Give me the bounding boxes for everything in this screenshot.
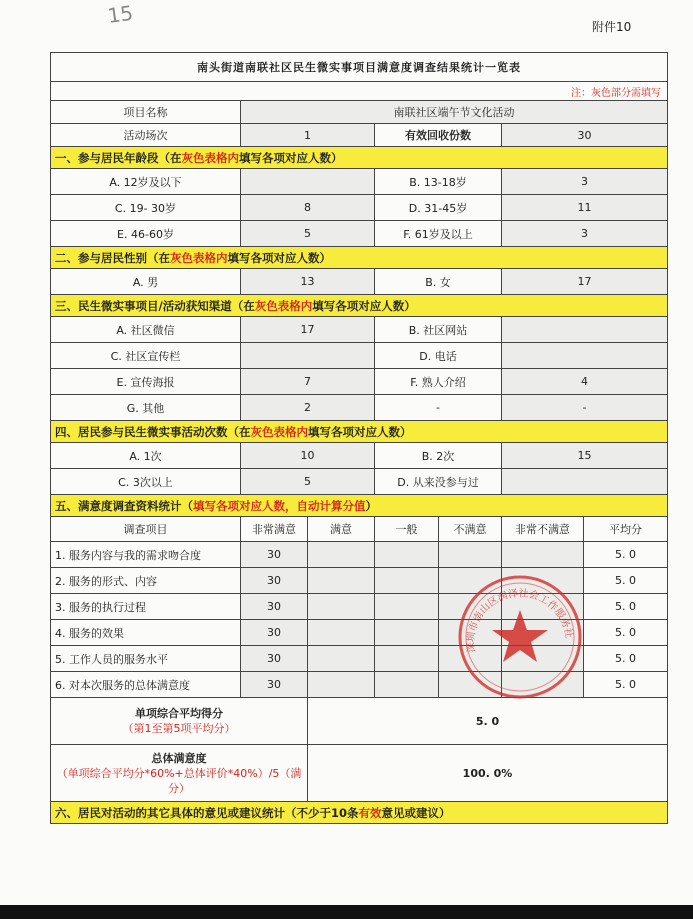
channel-row (51, 343, 668, 369)
section-opinions-heading: 六、居民对活动的其它具体的意见或建议统计（不少于10条有效意见或建议） (51, 802, 668, 824)
times-label-b: B. 2次 (375, 443, 502, 469)
overall-satisfaction-row (51, 745, 668, 802)
rating-count-n[interactable] (375, 568, 439, 594)
channel-count-b[interactable]: 4 (502, 369, 668, 395)
official-seal-stamp (455, 572, 585, 702)
annex-label: 附件10 (592, 20, 632, 34)
survey-item-label: 1. 服务内容与我的需求吻合度 (51, 542, 241, 568)
age-label-b: D. 31-45岁 (375, 195, 502, 221)
age-count-a[interactable]: 8 (241, 195, 375, 221)
column-header: 非常满意 (241, 517, 308, 542)
age-label-a: E. 46-60岁 (51, 221, 241, 247)
times-label-a: A. 1次 (51, 443, 241, 469)
single-average-value: 5. 0 (308, 698, 668, 745)
average-score: 5. 0 (584, 568, 668, 594)
channel-count-b[interactable] (502, 317, 668, 343)
channel-label-a: C. 社区宣传栏 (51, 343, 241, 369)
column-header: 满意 (308, 517, 375, 542)
age-count-a[interactable] (241, 169, 375, 195)
handwritten-page-number: 15 (106, 0, 135, 29)
rating-count-vs[interactable]: 30 (241, 672, 308, 698)
project-name-label: 项目名称 (51, 101, 241, 124)
returned-value[interactable]: 30 (502, 124, 668, 147)
fill-note: 注：灰色部分需填写 (51, 82, 668, 101)
rating-count-vs[interactable]: 30 (241, 594, 308, 620)
channel-label-b: F. 熟人介绍 (375, 369, 502, 395)
survey-item-label: 4. 服务的效果 (51, 620, 241, 646)
rating-count-vs[interactable]: 30 (241, 646, 308, 672)
section-satisfaction-heading: 五、满意度调查资料统计（填写各项对应人数，自动计算分值） (51, 495, 668, 517)
rating-count-vd[interactable] (502, 542, 584, 568)
rating-count-s[interactable] (308, 646, 375, 672)
sessions-label: 活动场次 (51, 124, 241, 147)
section-channel-heading: 三、民生微实事项目/活动获知渠道（在灰色表格内填写各项对应人数） (51, 295, 668, 317)
channel-count-a[interactable]: 2 (241, 395, 375, 421)
channel-count-a[interactable] (241, 343, 375, 369)
times-count-b[interactable]: 15 (502, 443, 668, 469)
rating-count-s[interactable] (308, 568, 375, 594)
age-row (51, 195, 668, 221)
channel-label-b: D. 电话 (375, 343, 502, 369)
rating-count-s[interactable] (308, 672, 375, 698)
returned-label: 有效回收份数 (375, 124, 502, 147)
rating-count-s[interactable] (308, 542, 375, 568)
rating-count-n[interactable] (375, 646, 439, 672)
age-label-a: C. 19- 30岁 (51, 195, 241, 221)
average-score: 5. 0 (584, 542, 668, 568)
rating-count-n[interactable] (375, 594, 439, 620)
rating-count-vs[interactable]: 30 (241, 620, 308, 646)
single-average-row (51, 698, 668, 745)
survey-item-label: 5. 工作人员的服务水平 (51, 646, 241, 672)
column-header: 非常不满意 (502, 517, 584, 542)
column-header: 不满意 (439, 517, 502, 542)
gender-label-b: B. 女 (375, 269, 502, 295)
gender-label-a: A. 男 (51, 269, 241, 295)
column-header: 调查项目 (51, 517, 241, 542)
survey-item-label: 6. 对本次服务的总体满意度 (51, 672, 241, 698)
overall-satisfaction-value: 100. 0% (308, 745, 668, 802)
bottom-bar (0, 905, 693, 919)
age-count-b[interactable]: 3 (502, 221, 668, 247)
channel-row (51, 395, 668, 421)
overall-satisfaction-label: 总体满意度 （单项综合平均分*60%+总体评价*40%）/5（满分） (51, 745, 308, 802)
average-score: 5. 0 (584, 594, 668, 620)
age-row (51, 169, 668, 195)
age-row (51, 221, 668, 247)
rating-count-s[interactable] (308, 620, 375, 646)
rating-count-d[interactable] (439, 542, 502, 568)
rating-count-n[interactable] (375, 542, 439, 568)
age-count-a[interactable]: 5 (241, 221, 375, 247)
channel-row (51, 369, 668, 395)
times-row (51, 469, 668, 495)
channel-count-b[interactable] (502, 343, 668, 369)
column-header: 一般 (375, 517, 439, 542)
times-count-b[interactable] (502, 469, 668, 495)
channel-count-b[interactable]: - (502, 395, 668, 421)
channel-row (51, 317, 668, 343)
channel-label-b: - (375, 395, 502, 421)
channel-label-a: A. 社区微信 (51, 317, 241, 343)
section-age-heading: 一、参与居民年龄段（在灰色表格内填写各项对应人数） (51, 147, 668, 169)
channel-label-b: B. 社区网站 (375, 317, 502, 343)
survey-item-label: 3. 服务的执行过程 (51, 594, 241, 620)
satisfaction-row (51, 542, 668, 568)
section-times-heading: 四、居民参与民生微实事活动次数（在灰色表格内填写各项对应人数） (51, 421, 668, 443)
channel-count-a[interactable]: 7 (241, 369, 375, 395)
average-score: 5. 0 (584, 620, 668, 646)
channel-label-a: G. 其他 (51, 395, 241, 421)
age-label-b: F. 61岁及以上 (375, 221, 502, 247)
average-score: 5. 0 (584, 672, 668, 698)
gender-count-b[interactable]: 17 (502, 269, 668, 295)
rating-count-vs[interactable]: 30 (241, 568, 308, 594)
channel-label-a: E. 宣传海报 (51, 369, 241, 395)
sessions-value[interactable]: 1 (241, 124, 375, 147)
average-score: 5. 0 (584, 646, 668, 672)
satisfaction-header-row (51, 517, 668, 542)
channel-count-a[interactable]: 17 (241, 317, 375, 343)
age-label-a: A. 12岁及以下 (51, 169, 241, 195)
section-gender-heading: 二、参与居民性别（在灰色表格内填写各项对应人数） (51, 247, 668, 269)
survey-item-label: 2. 服务的形式、内容 (51, 568, 241, 594)
times-label-b: D. 从来没参与过 (375, 469, 502, 495)
gender-row (51, 269, 668, 295)
age-label-b: B. 13-18岁 (375, 169, 502, 195)
rating-count-n[interactable] (375, 620, 439, 646)
age-count-b[interactable]: 3 (502, 169, 668, 195)
times-count-a[interactable]: 10 (241, 443, 375, 469)
times-count-a[interactable]: 5 (241, 469, 375, 495)
rating-count-s[interactable] (308, 594, 375, 620)
project-name-value[interactable]: 南联社区端午节文化活动 (241, 101, 668, 124)
times-label-a: C. 3次以上 (51, 469, 241, 495)
survey-table (50, 52, 668, 824)
rating-count-n[interactable] (375, 672, 439, 698)
rating-count-vs[interactable]: 30 (241, 542, 308, 568)
column-header: 平均分 (584, 517, 668, 542)
stamp-text: 深圳市南山区润泽社会工作服务社 (465, 588, 574, 653)
single-average-label: 单项综合平均得分 （第1至第5项平均分） (51, 698, 308, 745)
times-row (51, 443, 668, 469)
gender-count-a[interactable]: 13 (241, 269, 375, 295)
age-count-b[interactable]: 11 (502, 195, 668, 221)
page-title: 南头街道南联社区民生微实事项目满意度调查结果统计一览表 (51, 53, 668, 82)
